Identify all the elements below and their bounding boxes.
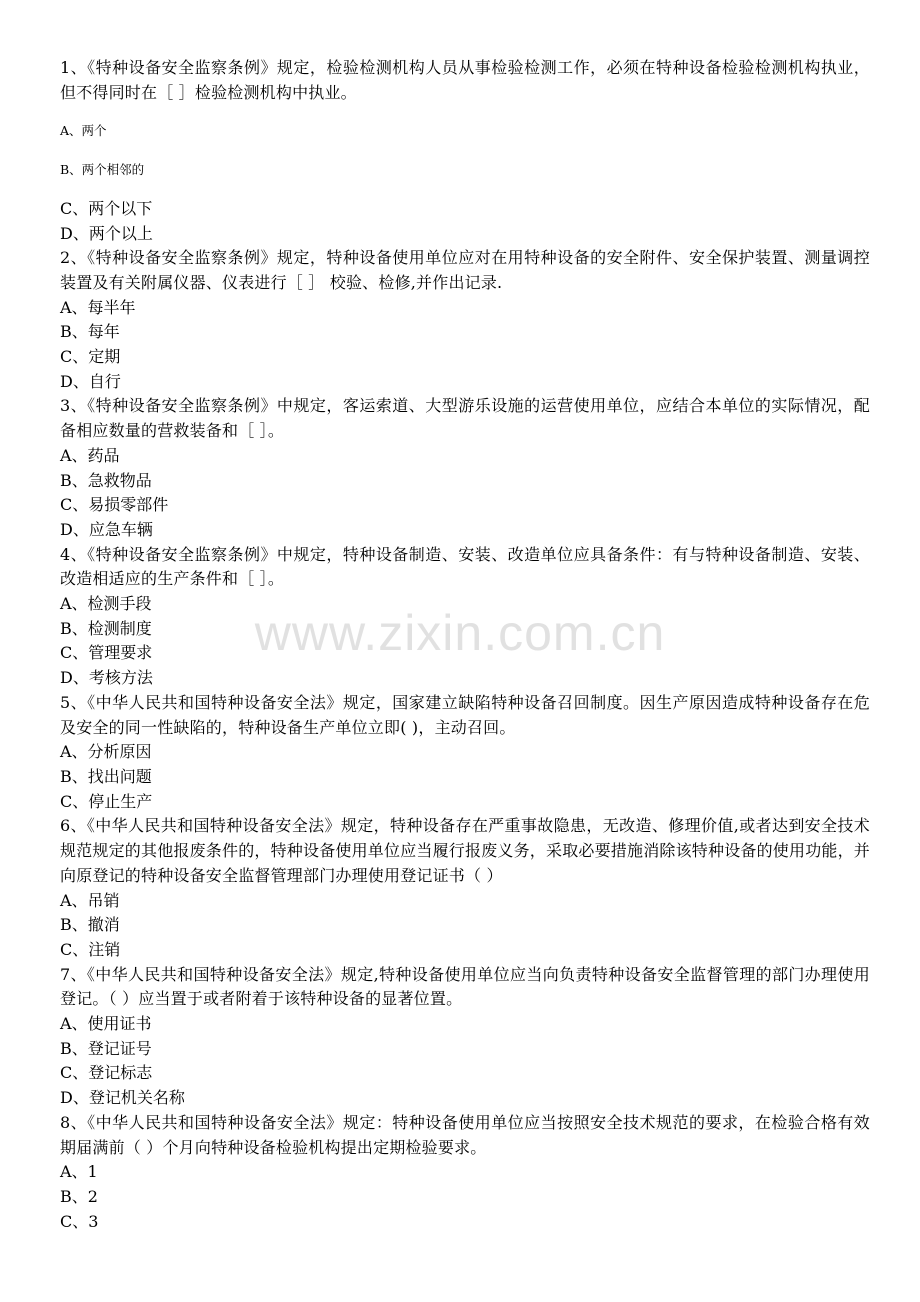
option-2d: D、自行	[60, 371, 121, 391]
option-4d: D、考核方法	[60, 668, 153, 688]
option-4a: A、检测手段	[60, 594, 152, 614]
option-3d: D、应急车辆	[60, 519, 153, 539]
option-4c: C、管理要求	[60, 643, 153, 663]
option-3c: C、易损零部件	[60, 495, 169, 515]
question-2: 2、《特种设备安全监察条例》规定，特种设备使用单位应对在用特种设备的安全附件、安全保护装置、测量调控装置及有关附属仪器、仪表进行［ ］ 校验、检修,并作出记录.	[60, 248, 870, 292]
question-3: 3、《特种设备安全监察条例》中规定，客运索道、大型游乐设施的运营使用单位，应结合本单位的实际情况，配备相应数量的营救装备和［ ］。	[60, 396, 870, 441]
option-7d: D、登记机关名称	[60, 1088, 185, 1108]
watermark: www.zixin.com.cn	[254, 605, 666, 661]
question-1: 1、《特种设备安全监察条例》规定，检验检测机构人员从事检验检测工作，必须在特种设备检验检测机构执业，但不得同时在［ ］检验检测机构中执业。	[60, 58, 870, 102]
option-1a: A、两个	[60, 123, 107, 139]
question-4: 4、《特种设备安全监察条例》中规定，特种设备制造、安装、改造单位应具备条件：有与特种设备制造、安装、改造相适应的生产条件和［ ］。	[60, 544, 870, 589]
option-4b: B、检测制度	[60, 618, 152, 638]
option-6a: A、吊销	[60, 890, 120, 910]
option-2a: A、每半年	[60, 297, 136, 317]
option-8a: A、1	[60, 1162, 98, 1182]
option-1d: D、两个以上	[60, 223, 153, 243]
option-6b: B、撤消	[60, 915, 120, 935]
option-2b: B、每年	[60, 322, 120, 342]
question-6: 6、《中华人民共和国特种设备安全法》规定，特种设备存在严重事故隐患，无改造、修理价值,或者达到安全技术规范规定的其他报废条件的，特种设备使用单位应当履行报废义务，采取必要措施消除该特种设备的使用功能，并向原登记的特种设备安全监督管理部门办理使用登记证书（ ）	[60, 816, 871, 885]
option-5c: C、停止生产	[60, 791, 153, 811]
option-5a: A、分析原因	[60, 742, 152, 762]
option-8b: B、2	[60, 1186, 98, 1206]
question-5: 5、《中华人民共和国特种设备安全法》规定，国家建立缺陷特种设备召回制度。因生产原因造成特种设备存在危及安全的同一性缺陷的，特种设备生产单位立即( )，主动召回。	[60, 692, 870, 737]
option-1b: B、两个相邻的	[60, 162, 145, 178]
option-6c: C、注销	[60, 939, 121, 959]
option-7a: A、使用证书	[60, 1014, 152, 1034]
question-7: 7、《中华人民共和国特种设备安全法》规定,特种设备使用单位应当向负责特种设备安全监督管理的部门办理使用登记。（ ）应当置于或者附着于该特种设备的显著位置。	[60, 964, 870, 1009]
option-3b: B、急救物品	[60, 470, 152, 490]
option-1c: C、两个以下	[60, 198, 153, 218]
option-7b: B、登记证号	[60, 1038, 152, 1058]
document-body	[60, 56, 870, 1234]
option-5b: B、找出问题	[60, 766, 152, 786]
option-3a: A、药品	[60, 445, 120, 465]
option-2c: C、定期	[60, 347, 121, 367]
option-7c: C、登记标志	[60, 1063, 153, 1083]
question-8: 8、《中华人民共和国特种设备安全法》规定：特种设备使用单位应当按照安全技术规范的要求，在检验合格有效期届满前（ ）个月向特种设备检验机构提出定期检验要求。	[60, 1112, 870, 1157]
option-8c: C、3	[60, 1211, 99, 1231]
